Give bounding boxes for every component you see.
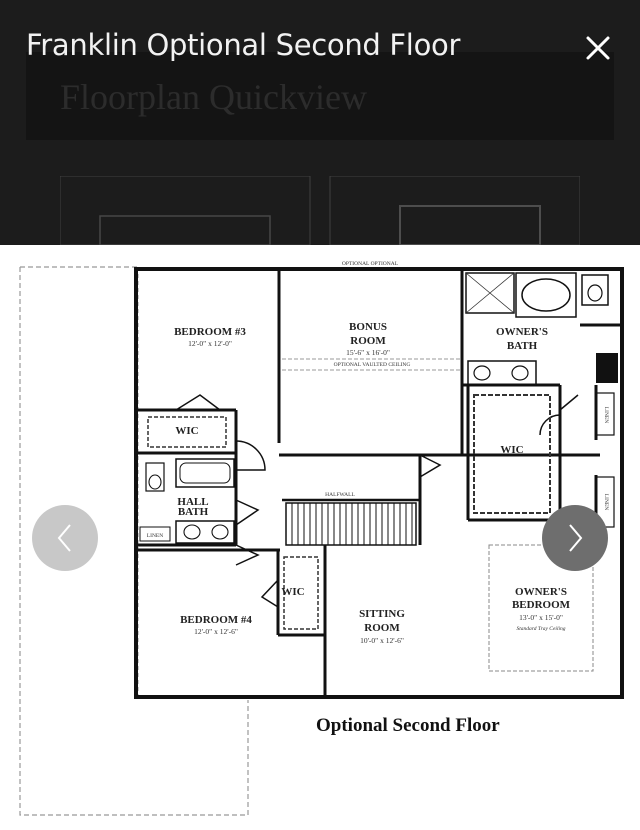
- bonus-dims: 15'-6" x 16'-0": [346, 348, 390, 357]
- page-title: Franklin Optional Second Floor: [26, 28, 461, 62]
- bonus-label-1: BONUS: [349, 321, 387, 333]
- owners-bath-label-1: OWNER'S: [496, 326, 548, 338]
- close-icon: [580, 30, 616, 66]
- top-optional-label: OPTIONAL OPTIONAL: [341, 261, 399, 267]
- background-thumbnails: [60, 176, 580, 245]
- bedroom4-dims: 12'-0" x 12'-6": [194, 627, 238, 636]
- sitting-label-2: ROOM: [364, 622, 400, 634]
- previous-image-button[interactable]: [32, 505, 98, 571]
- chevron-right-icon: [542, 505, 608, 571]
- wic-left-label: WIC: [175, 425, 199, 437]
- owners-bedroom-label-2: BEDROOM: [511, 599, 571, 611]
- bedroom4-label: BEDROOM #4: [180, 614, 252, 626]
- linen-left-label: LINEN: [146, 533, 164, 539]
- owners-bedroom-note: Standard Tray Ceiling: [516, 626, 566, 632]
- next-image-button[interactable]: [542, 505, 608, 571]
- bonus-note: OPTIONAL VAULTED CEILING: [333, 362, 411, 368]
- sitting-label-1: SITTING: [359, 608, 405, 620]
- halfwall-label: HALFWALL: [325, 492, 355, 498]
- bedroom3-dims: 12'-0" x 12'-0": [188, 339, 232, 348]
- linen-right1-label: LINEN: [603, 406, 609, 424]
- wic-lower-label: WIC: [281, 586, 305, 598]
- owners-bath-label-2: BATH: [506, 340, 538, 352]
- hall-bath-label-2: BATH: [177, 506, 209, 518]
- bedroom3-label: BEDROOM #3: [174, 326, 246, 338]
- chevron-left-icon: [32, 505, 98, 571]
- background-heading: Floorplan Quickview: [60, 77, 367, 117]
- linen-right2-label: LINEN: [603, 493, 609, 511]
- sitting-dims: 10'-0" x 12'-6": [360, 636, 404, 645]
- quickview-header: [0, 0, 640, 245]
- owners-bedroom-dims: 13'-0" x 15'-0": [519, 613, 563, 622]
- hall-bath-label-1: HALL: [177, 496, 209, 508]
- bonus-label-2: ROOM: [350, 335, 386, 347]
- floorplan-caption: Optional Second Floor: [316, 715, 500, 736]
- close-button[interactable]: [580, 30, 616, 66]
- wic-owner-label: WIC: [500, 444, 524, 456]
- owners-bedroom-label-1: OWNER'S: [515, 586, 567, 598]
